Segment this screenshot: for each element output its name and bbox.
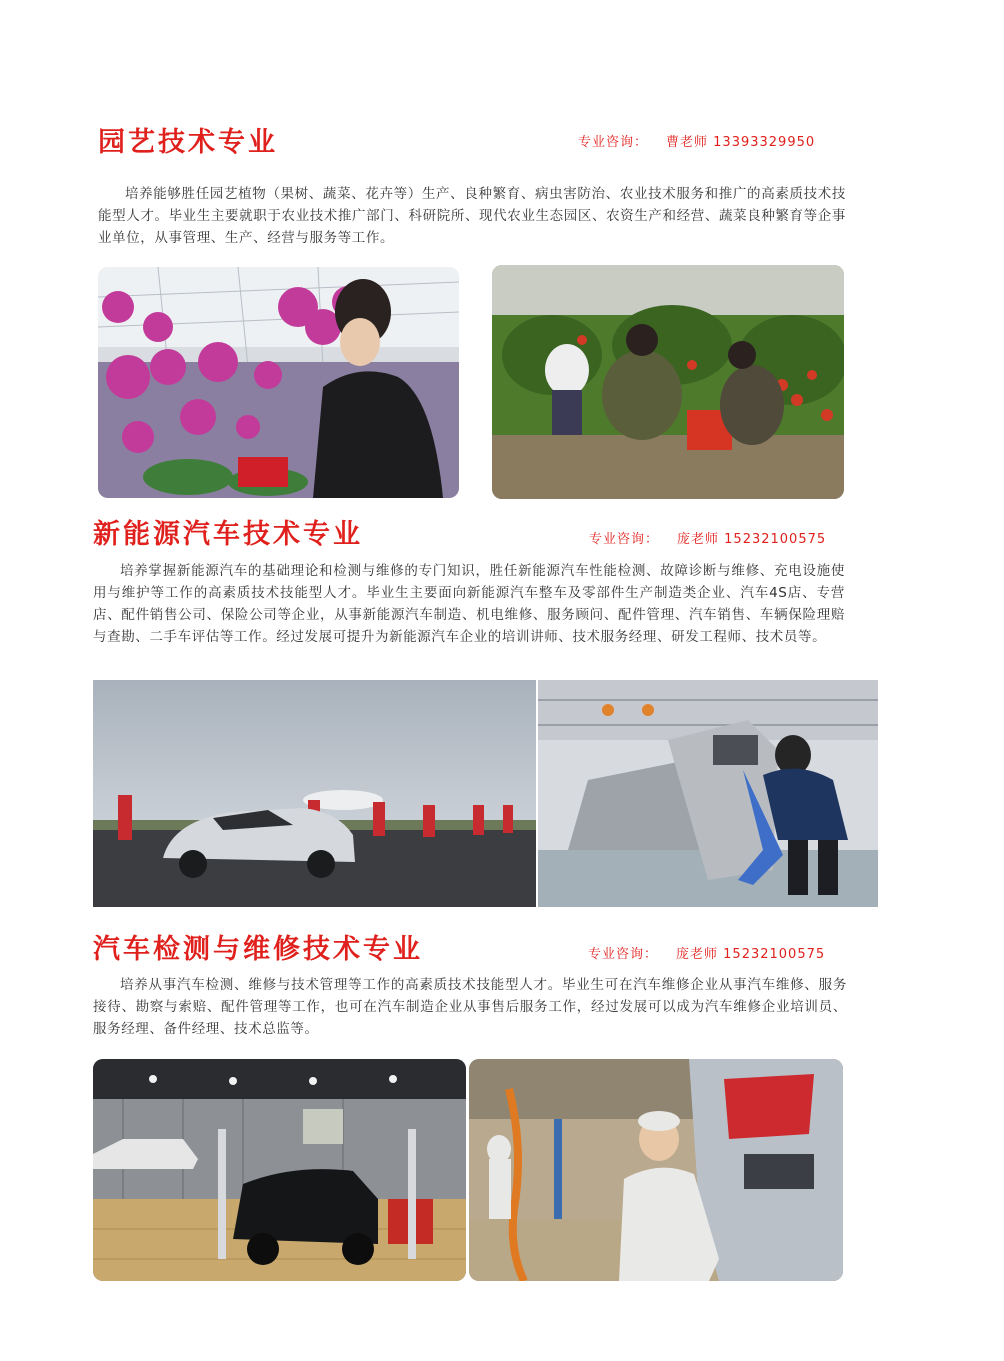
contact-person: 曹老师 13393329950 [666, 135, 816, 150]
contact-label: 专业咨询： [578, 135, 649, 150]
contact-auto-repair [588, 943, 825, 962]
description-horticulture: 培养能够胜任园艺植物（果树、蔬菜、花卉等）生产、良种繁育、病虫害防治、农业技术服务和推广的高素质技术技能型人才。毕业生主要就职于农业技术推广部门、科研院所、现代农业生态园区、农资生产和经营、蔬菜良种繁育等企事业单位，从事管理、生产、经营与服务等工作。 [98, 186, 846, 246]
contact-person: 庞老师 15232100575 [676, 947, 826, 962]
contact-label: 专业咨询： [589, 532, 660, 547]
contact-horticulture [578, 131, 815, 150]
description-auto-repair: 培养从事汽车检测、维修与技术管理等工作的高素质技术技能型人才。毕业生可在汽车维修企业从事汽车维修、服务接待、勘察与索赔、配件管理等工作，也可在汽车制造企业从事售后服务工作，经过发展可以成为汽车维修企业培训员、服务经理、备件经理、技术总监等。 [93, 977, 847, 1037]
description-new-energy-vehicle: 培养掌握新能源汽车的基础理论和检测与维修的专门知识，胜任新能源汽车性能检测、故障诊断与维修、充电设施使用与维护等工作的高素质技术技能型人才。毕业生主要面向新能源汽车整车及零部件生产制造类企业、汽车4S店、专营店、配件销售公司、保险公司等企业，从事新能源汽车制造、机电维修、服务顾问、配件管理、汽车销售、车辆保险理赔与查勘、二手车评估等工作。经过发展可提升为新能源汽车企业的培训讲师、技术服务经理、研发工程师、技术员等。 [93, 563, 845, 645]
charging-station-photo [93, 680, 536, 907]
contact-new-energy-vehicle [589, 528, 826, 547]
factory-worker-photo [469, 1059, 843, 1281]
orchid-greenhouse-photo [98, 267, 459, 498]
repair-workshop-photo [93, 1059, 466, 1281]
contact-label: 专业咨询： [588, 947, 659, 962]
tomato-greenhouse-photo [492, 265, 844, 499]
section-title-horticulture: 园艺技术专业 [98, 127, 278, 158]
assembly-line-photo [538, 680, 878, 907]
section-title-new-energy-vehicle: 新能源汽车技术专业 [93, 519, 363, 550]
contact-person: 庞老师 15232100575 [677, 532, 827, 547]
section-title-auto-repair: 汽车检测与维修技术专业 [93, 934, 423, 965]
